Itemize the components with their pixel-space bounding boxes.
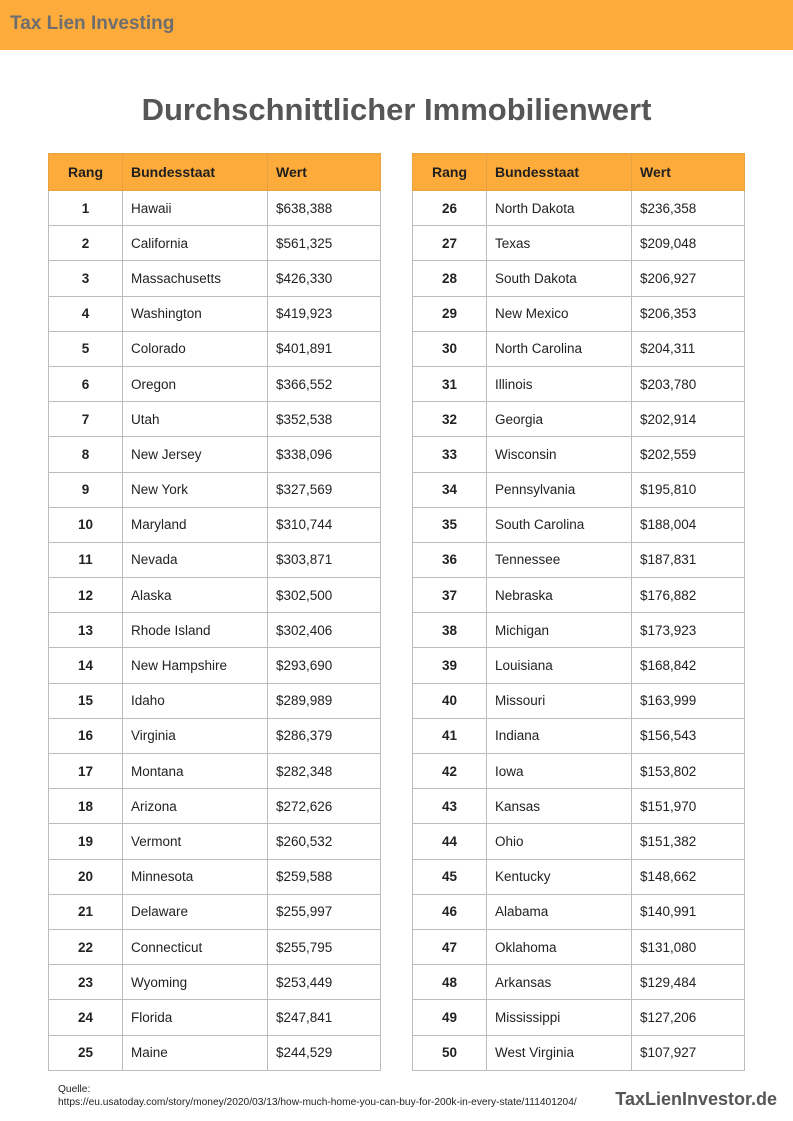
cell-rank: 39 — [413, 648, 487, 683]
cell-value: $327,569 — [268, 472, 381, 507]
table-row — [49, 648, 381, 683]
cell-value: $206,927 — [632, 261, 745, 296]
cell-value: $151,382 — [632, 824, 745, 859]
cell-value: $293,690 — [268, 648, 381, 683]
column-header-value: Wert — [632, 154, 745, 191]
table-row — [413, 1035, 745, 1070]
cell-value: $173,923 — [632, 613, 745, 648]
table-row — [49, 191, 381, 226]
cell-rank: 26 — [413, 191, 487, 226]
table-row — [49, 894, 381, 929]
cell-value: $195,810 — [632, 472, 745, 507]
cell-state: Mississippi — [487, 1000, 632, 1035]
cell-rank: 37 — [413, 578, 487, 613]
cell-value: $282,348 — [268, 754, 381, 789]
cell-value: $286,379 — [268, 718, 381, 753]
cell-value: $638,388 — [268, 191, 381, 226]
cell-value: $255,997 — [268, 894, 381, 929]
cell-state: Tennessee — [487, 542, 632, 577]
cell-rank: 45 — [413, 859, 487, 894]
table-row — [413, 859, 745, 894]
table-row — [413, 296, 745, 331]
cell-rank: 43 — [413, 789, 487, 824]
cell-value: $168,842 — [632, 648, 745, 683]
cell-rank: 50 — [413, 1035, 487, 1070]
cell-rank: 2 — [49, 226, 123, 261]
cell-value: $151,970 — [632, 789, 745, 824]
table-row — [49, 754, 381, 789]
cell-state: Illinois — [487, 366, 632, 401]
cell-rank: 6 — [49, 366, 123, 401]
cell-value: $107,927 — [632, 1035, 745, 1070]
cell-rank: 29 — [413, 296, 487, 331]
column-header-rank: Rang — [49, 154, 123, 191]
cell-rank: 36 — [413, 542, 487, 577]
cell-state: New York — [123, 472, 268, 507]
cell-value: $272,626 — [268, 789, 381, 824]
cell-rank: 4 — [49, 296, 123, 331]
cell-value: $310,744 — [268, 507, 381, 542]
table-row — [49, 683, 381, 718]
table-row — [49, 226, 381, 261]
column-header-state: Bundesstaat — [123, 154, 268, 191]
cell-rank: 27 — [413, 226, 487, 261]
table-body-left — [49, 191, 381, 1071]
cell-state: Pennsylvania — [487, 472, 632, 507]
cell-value: $131,080 — [632, 929, 745, 964]
table-row — [49, 965, 381, 1000]
cell-value: $188,004 — [632, 507, 745, 542]
cell-value: $259,588 — [268, 859, 381, 894]
table-row — [413, 507, 745, 542]
table-row — [413, 331, 745, 366]
table-row — [49, 613, 381, 648]
table-row — [49, 261, 381, 296]
cell-value: $153,802 — [632, 754, 745, 789]
cell-rank: 12 — [49, 578, 123, 613]
cell-value: $148,662 — [632, 859, 745, 894]
cell-rank: 32 — [413, 402, 487, 437]
table-row — [413, 472, 745, 507]
cell-rank: 15 — [49, 683, 123, 718]
cell-value: $289,989 — [268, 683, 381, 718]
cell-value: $176,882 — [632, 578, 745, 613]
cell-value: $303,871 — [268, 542, 381, 577]
table-row — [413, 894, 745, 929]
table-row — [413, 402, 745, 437]
cell-value: $419,923 — [268, 296, 381, 331]
table-row — [49, 507, 381, 542]
cell-state: Colorado — [123, 331, 268, 366]
table-row — [49, 472, 381, 507]
cell-rank: 23 — [49, 965, 123, 1000]
cell-state: Oregon — [123, 366, 268, 401]
cell-state: Kansas — [487, 789, 632, 824]
cell-value: $187,831 — [632, 542, 745, 577]
cell-state: Vermont — [123, 824, 268, 859]
cell-rank: 11 — [49, 542, 123, 577]
cell-value: $338,096 — [268, 437, 381, 472]
cell-state: North Dakota — [487, 191, 632, 226]
cell-state: Nevada — [123, 542, 268, 577]
cell-value: $352,538 — [268, 402, 381, 437]
table-row — [49, 789, 381, 824]
cell-rank: 10 — [49, 507, 123, 542]
source-label: Quelle: — [58, 1084, 91, 1095]
cell-state: Georgia — [487, 402, 632, 437]
cell-rank: 14 — [49, 648, 123, 683]
cell-rank: 35 — [413, 507, 487, 542]
cell-rank: 22 — [49, 929, 123, 964]
cell-state: Alabama — [487, 894, 632, 929]
table-row — [413, 261, 745, 296]
table-row — [413, 366, 745, 401]
cell-rank: 47 — [413, 929, 487, 964]
cell-rank: 8 — [49, 437, 123, 472]
cell-state: South Carolina — [487, 507, 632, 542]
cell-value: $206,353 — [632, 296, 745, 331]
cell-rank: 42 — [413, 754, 487, 789]
table-row — [49, 929, 381, 964]
cell-value: $204,311 — [632, 331, 745, 366]
table-row — [49, 402, 381, 437]
cell-value: $140,991 — [632, 894, 745, 929]
cell-state: Utah — [123, 402, 268, 437]
cell-state: Virginia — [123, 718, 268, 753]
cell-state: New Mexico — [487, 296, 632, 331]
cell-rank: 17 — [49, 754, 123, 789]
cell-rank: 24 — [49, 1000, 123, 1035]
cell-state: Rhode Island — [123, 613, 268, 648]
cell-state: Florida — [123, 1000, 268, 1035]
cell-value: $127,206 — [632, 1000, 745, 1035]
cell-value: $202,914 — [632, 402, 745, 437]
column-header-value: Wert — [268, 154, 381, 191]
cell-rank: 19 — [49, 824, 123, 859]
table-row — [413, 191, 745, 226]
cell-value: $156,543 — [632, 718, 745, 753]
cell-state: Minnesota — [123, 859, 268, 894]
table-row — [49, 331, 381, 366]
table-row — [49, 542, 381, 577]
cell-state: Alaska — [123, 578, 268, 613]
table-row — [413, 929, 745, 964]
cell-rank: 18 — [49, 789, 123, 824]
table-header-row — [413, 154, 745, 191]
cell-value: $401,891 — [268, 331, 381, 366]
table-row — [413, 578, 745, 613]
cell-value: $202,559 — [632, 437, 745, 472]
source-note — [58, 1083, 577, 1109]
cell-state: Montana — [123, 754, 268, 789]
table-row — [413, 226, 745, 261]
cell-state: Maine — [123, 1035, 268, 1070]
cell-value: $203,780 — [632, 366, 745, 401]
brand-title: Tax Lien Investing — [10, 13, 175, 34]
cell-rank: 20 — [49, 859, 123, 894]
top-banner — [0, 0, 793, 50]
cell-rank: 7 — [49, 402, 123, 437]
cell-state: New Hampshire — [123, 648, 268, 683]
cell-rank: 13 — [49, 613, 123, 648]
cell-value: $426,330 — [268, 261, 381, 296]
cell-state: Wyoming — [123, 965, 268, 1000]
ranking-table-right — [412, 153, 745, 1071]
cell-value: $366,552 — [268, 366, 381, 401]
cell-state: Ohio — [487, 824, 632, 859]
page-title: Durchschnittlicher Immobilienwert — [141, 92, 652, 127]
table-row — [413, 754, 745, 789]
table-row — [49, 296, 381, 331]
table-row — [49, 366, 381, 401]
cell-state: Kentucky — [487, 859, 632, 894]
cell-rank: 30 — [413, 331, 487, 366]
cell-rank: 5 — [49, 331, 123, 366]
table-row — [413, 965, 745, 1000]
cell-rank: 34 — [413, 472, 487, 507]
footer-logo: TaxLienInvestor.de — [615, 1089, 777, 1109]
table-row — [49, 824, 381, 859]
table-row — [413, 542, 745, 577]
cell-rank: 21 — [49, 894, 123, 929]
cell-state: California — [123, 226, 268, 261]
cell-state: Arizona — [123, 789, 268, 824]
cell-rank: 41 — [413, 718, 487, 753]
source-link[interactable]: https://eu.usatoday.com/story/money/2020/03/13/how-much-home-you-can-buy-for-200k-in-every-state/111401204/ — [58, 1097, 577, 1108]
table-header-row — [49, 154, 381, 191]
cell-state: Massachusetts — [123, 261, 268, 296]
cell-rank: 16 — [49, 718, 123, 753]
table-row — [413, 648, 745, 683]
cell-value: $236,358 — [632, 191, 745, 226]
cell-state: Michigan — [487, 613, 632, 648]
cell-state: Delaware — [123, 894, 268, 929]
table-body-right — [413, 191, 745, 1071]
cell-rank: 49 — [413, 1000, 487, 1035]
cell-state: Idaho — [123, 683, 268, 718]
cell-rank: 38 — [413, 613, 487, 648]
cell-rank: 46 — [413, 894, 487, 929]
cell-state: Iowa — [487, 754, 632, 789]
table-row — [49, 437, 381, 472]
cell-rank: 40 — [413, 683, 487, 718]
cell-value: $255,795 — [268, 929, 381, 964]
cell-state: Wisconsin — [487, 437, 632, 472]
cell-rank: 33 — [413, 437, 487, 472]
cell-state: Missouri — [487, 683, 632, 718]
ranking-table-left — [48, 153, 381, 1071]
cell-value: $247,841 — [268, 1000, 381, 1035]
cell-state: Hawaii — [123, 191, 268, 226]
cell-state: South Dakota — [487, 261, 632, 296]
table-row — [413, 718, 745, 753]
table-row — [49, 578, 381, 613]
cell-state: Arkansas — [487, 965, 632, 1000]
table-row — [49, 718, 381, 753]
cell-state: Louisiana — [487, 648, 632, 683]
cell-state: New Jersey — [123, 437, 268, 472]
cell-value: $561,325 — [268, 226, 381, 261]
cell-state: West Virginia — [487, 1035, 632, 1070]
cell-state: Indiana — [487, 718, 632, 753]
cell-state: Texas — [487, 226, 632, 261]
cell-value: $244,529 — [268, 1035, 381, 1070]
cell-rank: 9 — [49, 472, 123, 507]
table-row — [49, 859, 381, 894]
table-row — [413, 789, 745, 824]
cell-state: Washington — [123, 296, 268, 331]
cell-value: $163,999 — [632, 683, 745, 718]
cell-rank: 1 — [49, 191, 123, 226]
table-row — [413, 824, 745, 859]
column-header-state: Bundesstaat — [487, 154, 632, 191]
cell-rank: 28 — [413, 261, 487, 296]
cell-state: Maryland — [123, 507, 268, 542]
table-row — [49, 1000, 381, 1035]
cell-state: North Carolina — [487, 331, 632, 366]
table-row — [413, 437, 745, 472]
cell-value: $260,532 — [268, 824, 381, 859]
table-row — [413, 683, 745, 718]
cell-state: Oklahoma — [487, 929, 632, 964]
table-row — [413, 1000, 745, 1035]
cell-value: $209,048 — [632, 226, 745, 261]
cell-value: $129,484 — [632, 965, 745, 1000]
cell-state: Connecticut — [123, 929, 268, 964]
cell-rank: 48 — [413, 965, 487, 1000]
cell-value: $253,449 — [268, 965, 381, 1000]
table-row — [49, 1035, 381, 1070]
cell-rank: 44 — [413, 824, 487, 859]
table-row — [413, 613, 745, 648]
cell-rank: 25 — [49, 1035, 123, 1070]
cell-rank: 31 — [413, 366, 487, 401]
cell-state: Nebraska — [487, 578, 632, 613]
cell-value: $302,500 — [268, 578, 381, 613]
cell-value: $302,406 — [268, 613, 381, 648]
cell-rank: 3 — [49, 261, 123, 296]
column-header-rank: Rang — [413, 154, 487, 191]
